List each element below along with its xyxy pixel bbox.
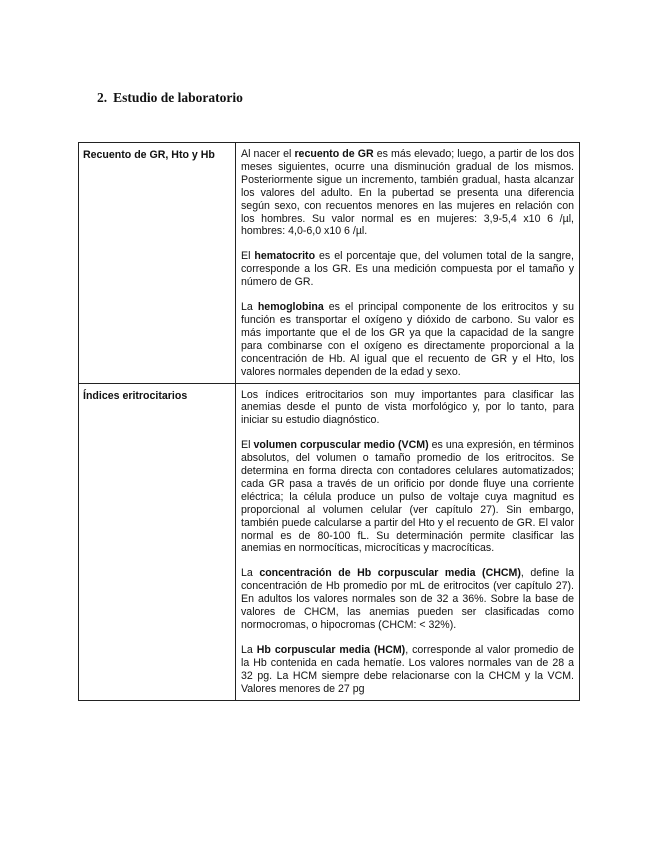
text-run: Los índices eritrocitarios son muy importantes para clasificar las anemias desde el punto de vista morfológico y, por lo tanto, para iniciar su estudio diagnóstico. [241, 388, 574, 427]
text-run: es más elevado; luego, a partir de los dos meses siguientes, ocurre una disminución gradual de los mismos. Posteriormente sigue un incremento, también gradual, hasta alcanzar los valores del adulto. En la pubertad se presenta una diferencia según sexo, con recuentos menores en las mujeres en relación con los hombres. Su valor normal es en mujeres: 3,9-5,4 x10 6 /µl, hombres: 4,0-6,0 x10 6 /µl. [241, 148, 574, 238]
text-run: , define la concentración de Hb promedio por mL de eritrocitos (ver capítulo 27). En adultos los valores normales son de 32 a 36%. Sobre la base de valores de CHCM, las anemias pueden ser clasificadas como normocromas, o hipocromas (CHCM: < 32%). [241, 567, 574, 631]
paragraph [241, 439, 574, 555]
text-run: es el porcentaje que, del volumen total de la sangre, corresponde a los GR. Es una medición compuesta por el tamaño y número de GR. [241, 250, 574, 289]
bold-term: hemoglobina [257, 301, 324, 314]
text-run: La [241, 301, 258, 314]
text-run: Al nacer el [241, 148, 295, 160]
section-number: 2. [97, 90, 108, 105]
paragraph [241, 389, 574, 428]
lab-study-table [78, 142, 580, 701]
text-run: , corresponde al valor promedio de la Hb contenida en cada hematíe. Los valores normales van de 28 a 32 pg. La HCM siempre debe relacionarse con la CHCM y la VCM. Valores menores de 27 pg [241, 643, 574, 695]
row-content [236, 143, 580, 384]
paragraph [241, 148, 574, 238]
paragraph [241, 250, 574, 289]
table-row [79, 143, 580, 384]
section-title: Estudio de laboratorio [113, 90, 243, 105]
bold-term: hematocrito [254, 250, 316, 263]
row-content [236, 383, 580, 700]
text-run: La [241, 567, 260, 580]
text-run: El [241, 250, 255, 263]
text-run: El [241, 439, 254, 452]
table-row [79, 383, 580, 700]
bold-term: recuento de GR [294, 148, 374, 160]
paragraph [241, 644, 574, 696]
row-label: Índices eritrocitarios [79, 383, 236, 700]
bold-term: volumen corpuscular medio (VCM) [253, 439, 429, 452]
paragraph [241, 567, 574, 632]
text-run: es el principal componente de los eritrocitos y su función es transportar el oxígeno y dióxido de carbono. Su valor es más importante que el de los GR ya que la capacidad de la sangre para combinarse con el oxígeno es directamente proporcional a la concentración de Hb. Al igual que el recuento de GR y el Hto, los valores normales dependen de la edad y sexo. [241, 301, 574, 378]
row-label: Recuento de GR, Hto y Hb [79, 143, 236, 384]
paragraph [241, 301, 574, 378]
bold-term: Hb corpuscular media (HCM) [256, 643, 406, 656]
section-heading [97, 90, 243, 106]
text-run: La [241, 643, 257, 656]
bold-term: concentración de Hb corpuscular media (CHCM) [259, 567, 521, 580]
text-run: es una expresión, en términos absolutos, del volumen o tamaño promedio de los eritrocitos. Se determina en forma directa con contadores celulares automatizados; cada GR pasa a través de un orificio por donde fluye una corriente eléctrica; la célula produce un pulso de voltaje cuya magnitud es proporcional al volumen celular (ver capítulo 27). Sin embargo, también puede calcularse a partir del Hto y el recuento de GR. El valor normal es de 80-100 fL. Su determinación permite clasificar las anemias en normocíticas, microcíticas y macrocíticas. [241, 439, 574, 555]
